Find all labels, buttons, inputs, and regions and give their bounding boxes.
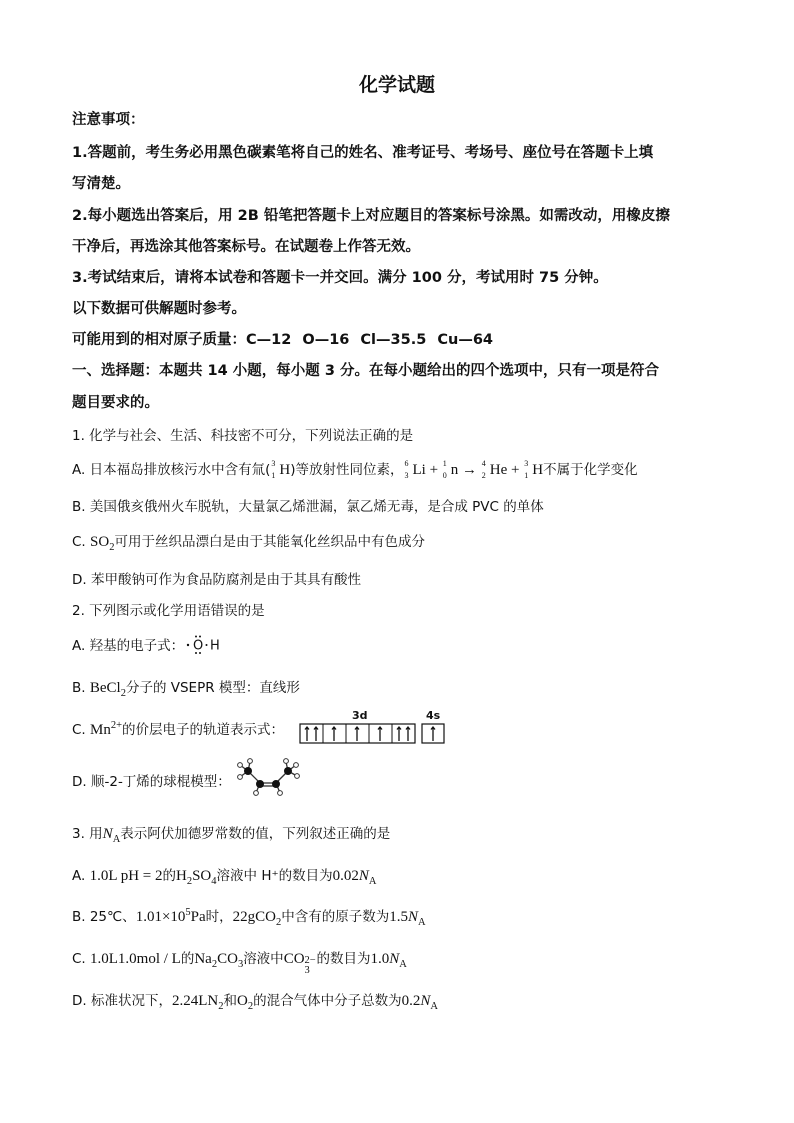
cis-2-butene-ball-stick-icon [236, 757, 302, 797]
svg-text:O: O [193, 638, 204, 654]
q1-option-c: C. $SO_2$可用于丝织品漂白是由于其能氧化丝织品中有色成分 [72, 534, 425, 553]
q3-option-a: A. 1.0L pH = 2的$H_2SO_4$溶液中 H⁺的数目为$0.02N_A$ [72, 868, 377, 887]
q1-option-a: A. 日本福岛排放核污水中含有氚( 3 1 H)等放射性同位素， 6 3 Li + 1 0 n → 4 2 He + 3 1 H不属于化学变化 [72, 459, 638, 480]
mn2-ion: $Mn^{2+}$ [90, 720, 123, 738]
svg-text:H: H [210, 638, 220, 654]
q3-option-d: D. 标准状况下，$2.24LN_2$和$O_2$的混合气体中分子总数为$0.2N_A$ [72, 993, 438, 1012]
orbital-diagram-icon [298, 706, 448, 746]
q3-option-b: B. 25℃、$1.01\times 10^5Pa$时，22gCO$_2$中含有的原子数为$1.5N_A$ [72, 907, 426, 928]
q1-option-b: B. 美国俄亥俄州火车脱轨，大量氯乙烯泄漏，氯乙烯无毒，是合成 PVC 的单体 [72, 499, 544, 515]
page-title: 化学试题 [358, 74, 435, 96]
notice-heading: 注意事项： [72, 112, 145, 128]
becl2-formula: BeCl$_2$ [89, 680, 126, 699]
atomic-masses-label: 可能用到的相对原子质量： [72, 332, 246, 348]
q2-stem: 2. 下列图示或化学用语错误的是 [72, 603, 265, 619]
q1-stem: 1. 化学与社会、生活、科技密不可分，下列说法正确的是 [72, 428, 414, 444]
q1-option-d: D. 苯甲酸钠可作为食品防腐剂是由于其具有酸性 [72, 572, 361, 588]
nuclear-equation: 6 3 Li + 1 0 n → 4 2 He + 3 1 H [404, 459, 544, 480]
q2-option-c: C. $Mn^{2+}$的价层电子的轨道表示式： [72, 720, 285, 738]
q3-option-c: C. 1.0L1.0mol / L的$Na_2CO_3$溶液中CO 2− 3 的数目为$1.0N_A$ [72, 951, 407, 976]
notice-item-2-line-2: 干净后，再选涂其他答案标号。在试题卷上作答无效。 [72, 239, 420, 255]
q3-stem: 3. 用$N_A$表示阿伏加德罗常数的值，下列叙述正确的是 [72, 826, 391, 845]
q2-option-d: D. 顺-2-丁烯的球棍模型： [72, 774, 231, 790]
tritium-symbol: 3 1 H [271, 459, 291, 480]
hydroxyl-electron-dot-icon [184, 634, 224, 654]
notice-item-1-line-2: 写清楚。 [72, 176, 130, 192]
avogadro-symbol: $N_A$ [102, 826, 121, 845]
so2-formula: $SO_2$ [90, 534, 115, 553]
notice-item-3: 3.考试结束后，请将本试卷和答题卡一并交回。满分 100 分，考试用时 75 分钟。 [72, 270, 608, 286]
notice-reference: 以下数据可供解题时参考。 [72, 301, 246, 317]
section-1-heading-line-2: 题目要求的。 [72, 395, 159, 411]
q2-option-a: A. 羟基的电子式： O H [72, 634, 224, 654]
orbital-label-4s: 4s [426, 709, 441, 722]
notice-item-2-line-1: 2.每小题选出答案后，用 2B 铅笔把答题卡上对应题目的答案标号涂黑。如需改动，用橡皮擦 [72, 208, 670, 224]
atomic-masses-values: C—12 O—16 Cl—35.5 Cu—64 [246, 332, 493, 348]
q2-option-b: B. BeCl$_2$分子的 VSEPR 模型：直线形 [72, 680, 300, 699]
section-1-heading-line-1: 一、选择题：本题共 14 小题，每小题 3 分。在每小题给出的四个选项中，只有一项是符合 [72, 363, 659, 379]
notice-item-1-line-1: 1.答题前，考生务必用黑色碳素笔将自己的姓名、准考证号、考场号、座位号在答题卡上填 [72, 145, 654, 161]
orbital-label-3d: 3d [352, 709, 368, 722]
atomic-masses-line [72, 328, 493, 349]
